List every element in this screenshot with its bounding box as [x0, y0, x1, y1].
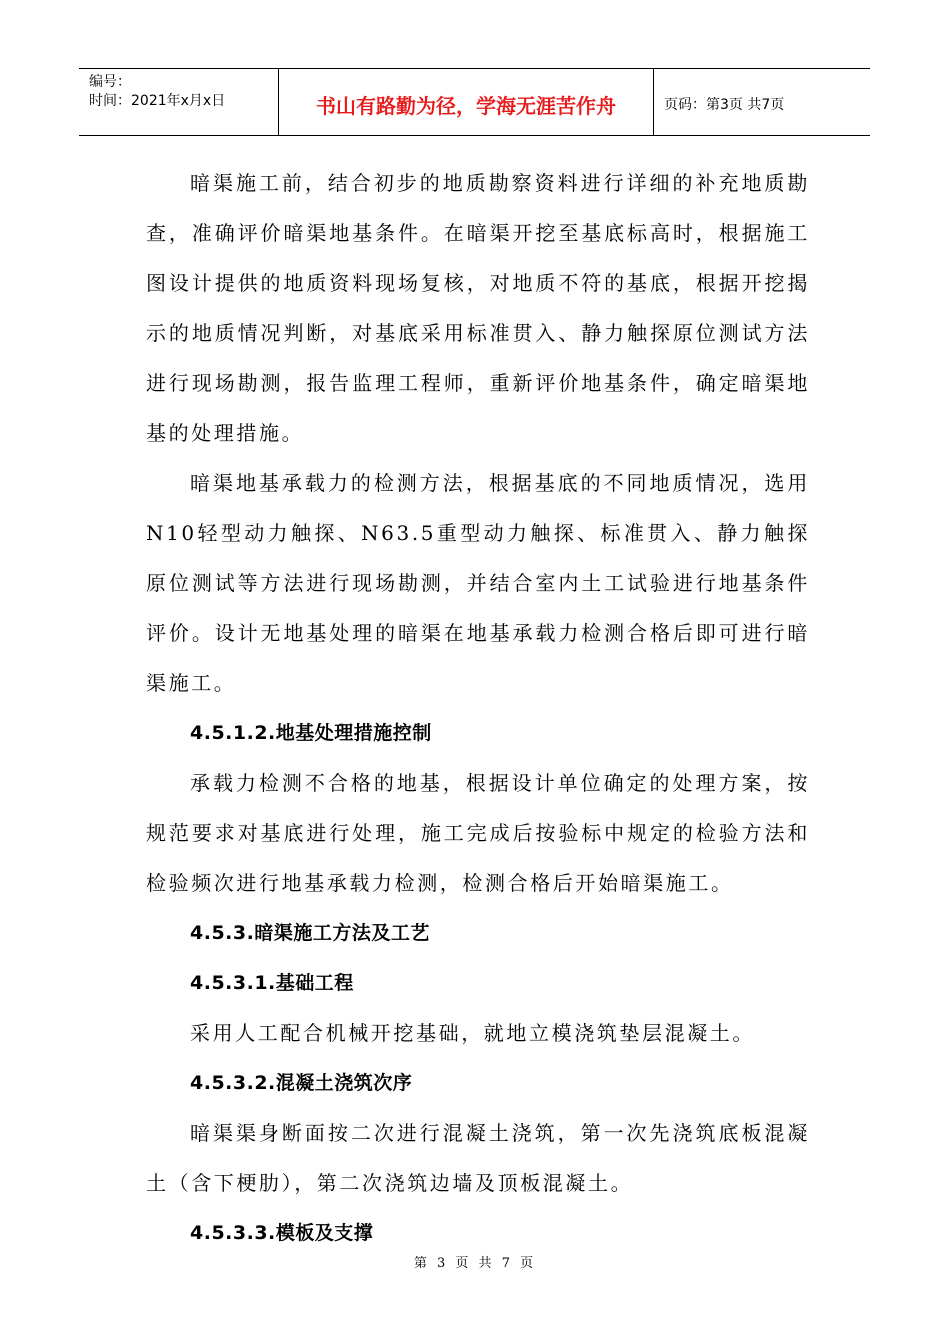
document-body — [146, 158, 810, 1258]
body-paragraph: 承载力检测不合格的地基，根据设计单位确定的处理方案，按规范要求对基底进行处理，施工完成后按验标中规定的检验方法和检验频次进行地基承载力检测，检测合格后开始暗渠施工。 — [146, 771, 810, 895]
section-heading: 4.5.3.2.混凝土浇筑次序 — [190, 1072, 413, 1094]
body-paragraph: 暗渠渠身断面按二次进行混凝土浇筑，第一次先浇筑底板混凝土（含下梗肋），第二次浇筑边墙及顶板混凝土。 — [146, 1121, 810, 1195]
body-paragraph: 暗渠地基承载力的检测方法，根据基底的不同地质情况，选用N10轻型动力触探、N63.5重型动力触探、标准贯入、静力触探原位测试等方法进行现场勘测，并结合室内土工试验进行地基条件评价。设计无地基处理的暗渠在地基承载力检测合格后即可进行暗渠施工。 — [146, 471, 810, 695]
document-time-label: 时间：2021年x月x日 — [89, 93, 226, 109]
body-paragraph: 采用人工配合机械开挖基础，就地立模浇筑垫层混凝土。 — [190, 1021, 755, 1045]
header-page-info: 页码：第3页 共7页 — [664, 97, 785, 113]
section-heading: 4.5.3.1.基础工程 — [190, 972, 354, 994]
header-motto: 书山有路勤为径，学海无涯苦作舟 — [279, 69, 654, 135]
header-meta — [79, 69, 279, 135]
document-number-label: 编号： — [89, 74, 131, 90]
section-heading: 4.5.3.3.模板及支撑 — [190, 1222, 374, 1244]
section-heading: 4.5.3.暗渠施工方法及工艺 — [190, 922, 430, 944]
document-header — [79, 68, 870, 136]
page-footer: 第 3 页 共 7 页 — [413, 1256, 537, 1271]
body-paragraph: 暗渠施工前，结合初步的地质勘察资料进行详细的补充地质勘查，准确评价暗渠地基条件。在暗渠开挖至基底标高时，根据施工图设计提供的地质资料现场复核，对地质不符的基底，根据开挖揭示的地质情况判断，对基底采用标准贯入、静力触探原位测试方法进行现场勘测，报告监理工程师，重新评价地基条件，确定暗渠地基的处理措施。 — [146, 171, 810, 445]
section-heading: 4.5.1.2.地基处理措施控制 — [190, 722, 432, 744]
